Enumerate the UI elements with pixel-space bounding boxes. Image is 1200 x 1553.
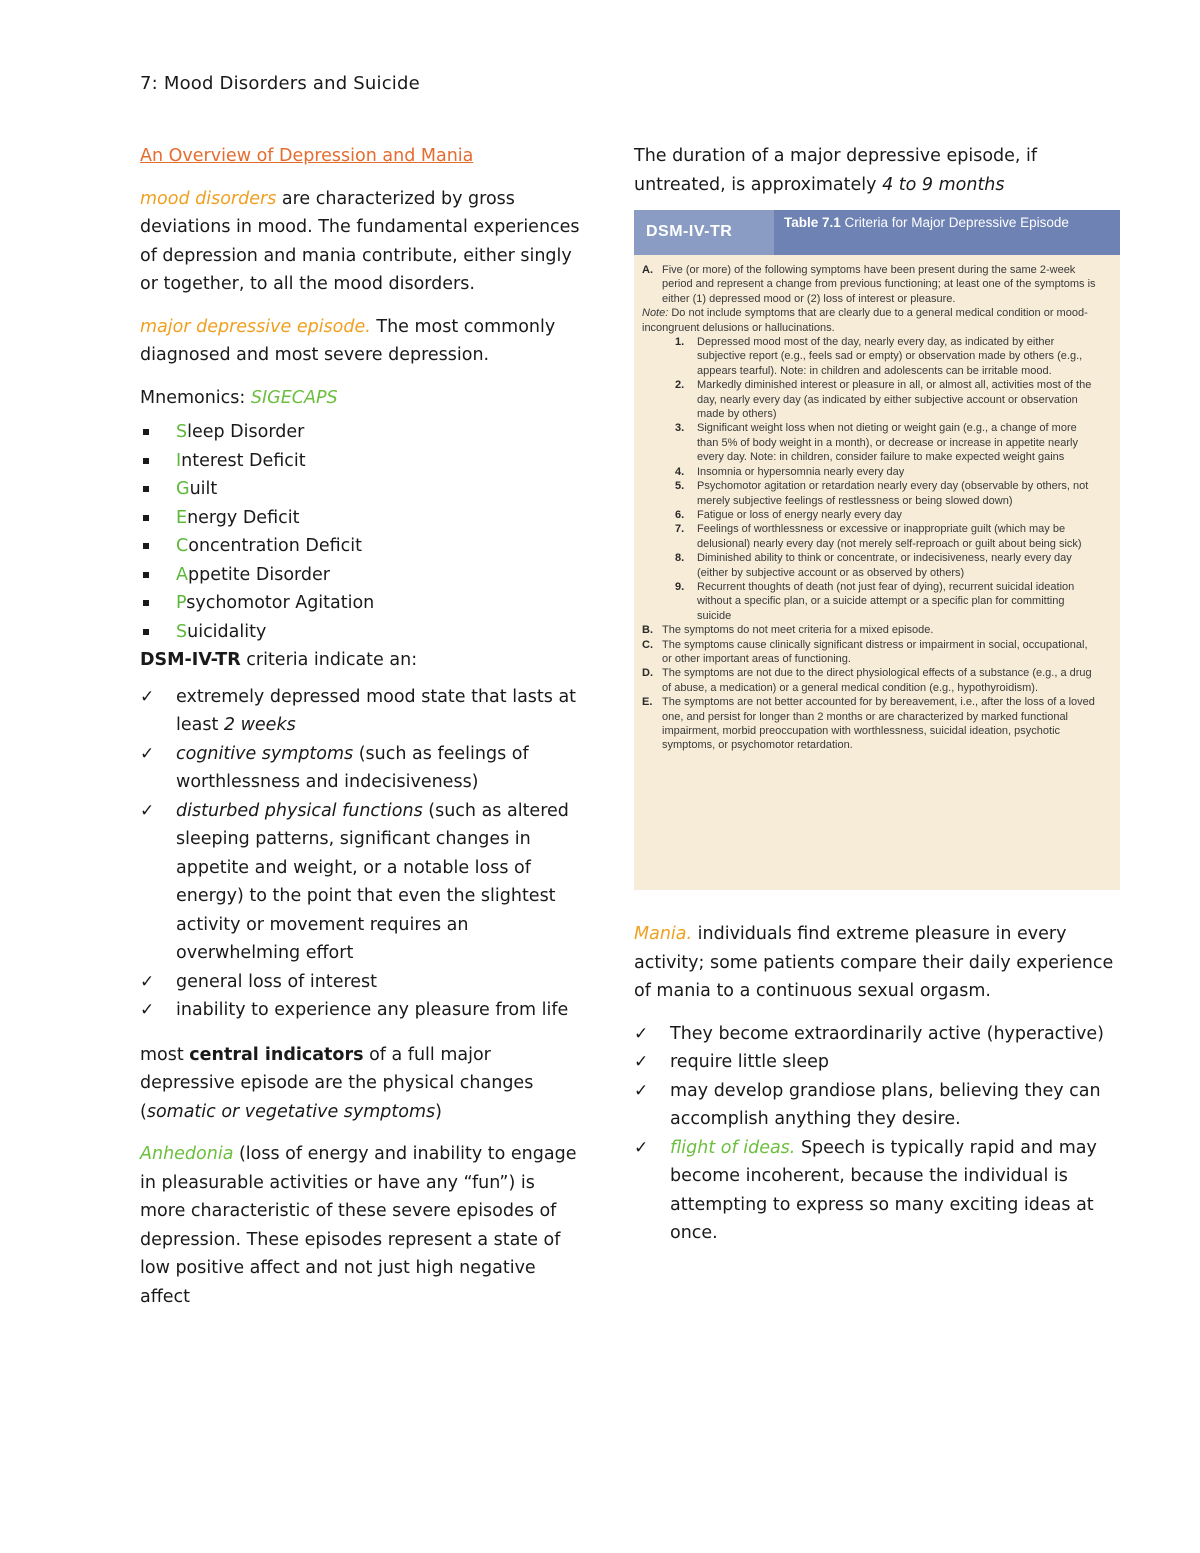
criterion-c (642, 638, 1100, 667)
mnemonic-rest: nterest Deficit (181, 450, 306, 471)
mnemonics-label: Mnemonics: (140, 387, 251, 408)
criterion-item (642, 508, 1100, 522)
criterion-text: The symptoms do not meet criteria for a mixed episode. (662, 624, 934, 637)
list-item (140, 996, 580, 1025)
list-item (140, 968, 580, 997)
criterion-item (642, 551, 1100, 580)
list-item (140, 475, 580, 504)
central-indicators-paragraph (140, 1041, 580, 1127)
dsm-table-body (634, 255, 1120, 753)
list-item (140, 532, 580, 561)
anhedonia-text: (loss of energy and inability to engage in pleasurable activities or have any “fun”) is more characteristic of these severe episodes of depression. These episodes represent a state of low positive affect and not just high negative affect (140, 1144, 577, 1307)
note-label: Note: (642, 307, 669, 320)
mnemonic-rest: nergy Deficit (187, 507, 300, 528)
mnemonics-line (140, 384, 580, 413)
list-item (140, 561, 580, 590)
criterion-letter: C. (642, 638, 653, 651)
check-icon: ✓ (140, 800, 155, 821)
central-text: most (140, 1044, 190, 1065)
dsm-bold: DSM-IV-TR (140, 650, 241, 670)
check-icon: ✓ (140, 971, 155, 992)
item-number: 5. (675, 480, 685, 493)
page-header: 7: Mood Disorders and Suicide (140, 73, 420, 94)
item-number: 7. (675, 523, 685, 536)
mnemonic-initial: A (176, 564, 188, 585)
major-depressive-text: The most commonly diagnosed and most severe depression. (140, 316, 556, 365)
criterion-b (642, 623, 1100, 637)
list-item (634, 1020, 1114, 1049)
list-item (140, 740, 580, 797)
duration-italic: 4 to 9 months (882, 174, 1005, 195)
criterion-item (642, 522, 1100, 551)
term-flight-of-ideas: flight of ideas. (670, 1137, 796, 1158)
anhedonia-paragraph (140, 1140, 580, 1311)
mnemonic-rest: uilt (189, 479, 218, 499)
mnemonic-initial: S (176, 621, 188, 642)
list-item (140, 683, 580, 740)
list-item (140, 504, 580, 533)
check-icon: ✓ (140, 743, 155, 764)
item-text: Feelings of worthlessness or excessive or inappropriate guilt (which may be delusional) nearly every day (not merely self-reproach or guilt about being sick) (697, 523, 1082, 550)
criteria-text: extremely depressed mood state that lasts at least (176, 686, 577, 735)
dsm-table-title (774, 210, 1120, 255)
item-number: 1. (675, 336, 685, 349)
dsm-table-figure (634, 210, 1120, 890)
criterion-item (642, 580, 1100, 623)
check-icon: ✓ (634, 1080, 649, 1101)
mnemonic-rest: leep Disorder (187, 422, 305, 442)
mnemonic-initial: P (176, 593, 187, 613)
item-text: Insomnia or hypersomnia nearly every day (697, 465, 905, 478)
check-icon: ✓ (634, 1023, 649, 1044)
list-item (140, 418, 580, 447)
table-title-text: Criteria for Major Depressive Episode (840, 215, 1069, 230)
left-column (140, 142, 580, 1311)
mnemonic-rest: oncentration Deficit (188, 536, 362, 556)
mnemonic-initial: S (176, 422, 188, 442)
mnemonic-rest: uicidality (187, 621, 267, 642)
criteria-text: general loss of interest (176, 971, 378, 992)
mania-item-text: They become extraordinarily active (hyperactive) (670, 1023, 1104, 1044)
list-item (140, 797, 580, 968)
criterion-e (642, 695, 1100, 753)
criterion-a (642, 263, 1100, 306)
criterion-letter: A. (642, 264, 653, 276)
item-text: Psychomotor agitation or retardation nearly every day (observable by others, not merely subjective feelings of restlessness or being slowed down) (697, 480, 1089, 507)
mnemonic-initial: C (176, 536, 189, 556)
item-text: Recurrent thoughts of death (not just fear of dying), recurrent suicidal ideation without a specific plan, or a suicide attempt or a specific plan for committing suicide (697, 580, 1075, 622)
mania-item-text: require little sleep (670, 1052, 830, 1072)
mania-list (634, 1020, 1114, 1248)
criterion-text: The symptoms are not better accounted for by bereavement, i.e., after the loss of a loved one, and persist for longer than 2 months or are characterized by marked functional impairment, morbid preoccupation with worthlessness, suicidal ideation, psychotic symptoms, or psychomotor retardation. (662, 696, 1095, 752)
term-anhedonia: Anhedonia (140, 1144, 234, 1164)
criterion-item (642, 421, 1100, 464)
mania-text: individuals find extreme pleasure in every activity; some patients compare their daily experience of mania to a continuous sexual orgasm. (634, 924, 1114, 1001)
item-text: Diminished ability to think or concentrate, or indecisiveness, nearly every day (either by subjective account or as observed by others) (697, 552, 1072, 579)
criterion-item (642, 378, 1100, 421)
section-heading: An Overview of Depression and Mania (140, 146, 474, 166)
criterion-letter: B. (642, 624, 653, 637)
check-icon: ✓ (634, 1137, 649, 1158)
criterion-item (642, 479, 1100, 508)
criterion-text: Five (or more) of the following symptoms have been present during the same 2-week period and represent a change from previous functioning; at least one of the symptoms is either (1) depressed mood or (2) loss of interest or pleasure. (662, 264, 1096, 305)
item-number: 2. (675, 379, 685, 392)
criterion-d (642, 666, 1100, 695)
criteria-text: (such as feelings of worthlessness and indecisiveness) (176, 743, 529, 792)
item-number: 6. (675, 508, 685, 521)
item-text: Fatigue or loss of energy nearly every day (697, 508, 902, 521)
list-item (634, 1048, 1114, 1077)
criterion-note (642, 306, 1100, 335)
term-mania: Mania. (634, 924, 693, 944)
central-text: ) (435, 1101, 442, 1122)
central-italic: somatic or vegetative symptoms (146, 1101, 436, 1122)
criteria-italic: disturbed physical functions (176, 800, 423, 821)
duration-paragraph (634, 142, 1114, 199)
note-text: Do not include symptoms that are clearly due to a general medical condition or mood-incongruent delusions or hallucinations. (642, 307, 1088, 334)
mnemonic-rest: sychomotor Agitation (186, 593, 375, 613)
major-depressive-paragraph (140, 313, 580, 370)
item-text: Depressed mood most of the day, nearly every day, as indicated by either subjective report (e.g., feels sad or empty) or observation made by others (e.g., appears tearful). Note: in children and adolescents can be irritable mood. (697, 336, 1083, 377)
item-number: 8. (675, 552, 685, 565)
criterion-text: The symptoms are not due to the direct physiological effects of a substance (e.g., a drug of abuse, a medication) or a general medical condition (e.g., hypothyroidism). (662, 667, 1092, 694)
item-number: 4. (675, 465, 685, 478)
item-number: 9. (675, 580, 685, 593)
criterion-text: The symptoms cause clinically significant distress or impairment in social, occupational, or other important areas of functioning. (662, 638, 1088, 665)
criteria-text: inability to experience any pleasure from life (176, 1000, 569, 1020)
item-text: Significant weight loss when not dieting or weight gain (e.g., a change of more than 5% of body weight in a month), or decrease or increase in appetite nearly every day. Note: in children, consider failure to make expected weight gains (697, 422, 1078, 464)
check-icon: ✓ (140, 1000, 155, 1020)
mnemonic-sigecaps: SIGECAPS (250, 387, 338, 408)
term-major-depressive-episode: major depressive episode. (140, 316, 371, 337)
criterion-item (642, 465, 1100, 479)
right-column (634, 142, 1114, 1248)
central-bold: central indicators (189, 1044, 364, 1065)
flight-text: Speech is typically rapid and may become incoherent, because the individual is attempting to express so many exciting ideas at once. (670, 1137, 1097, 1243)
dsm-intro-text: criteria indicate an: (240, 650, 418, 670)
criteria-text: (such as altered sleeping patterns, significant changes in appetite and weight, or a notable loss of energy) to the point that even the slightest activity or movement requires an overwhelming effort (176, 800, 569, 963)
dsm-badge: DSM-IV-TR (634, 210, 774, 255)
dsm-table-header (634, 210, 1120, 255)
list-item (634, 1134, 1114, 1248)
criterion-letter: D. (642, 667, 653, 680)
mnemonic-rest: ppetite Disorder (187, 564, 331, 585)
dsm-criteria-intro (140, 646, 580, 675)
criteria-list (140, 683, 580, 1025)
item-number: 3. (675, 422, 685, 435)
term-mood-disorders: mood disorders (140, 188, 277, 209)
central-text: of a full major depressive episode are the physical changes ( (140, 1044, 534, 1122)
mnemonic-list (140, 418, 580, 646)
mania-item-text: may develop grandiose plans, believing they can accomplish anything they desire. (670, 1080, 1101, 1129)
mood-disorders-text: are characterized by gross deviations in mood. The fundamental experiences of depression and mania contribute, either singly or together, to all the mood disorders. (140, 188, 580, 294)
item-text: Markedly diminished interest or pleasure in all, or almost all, activities most of the day, nearly every day (as indicated by either subjective account or observation made by others) (697, 379, 1092, 421)
criterion-letter: E. (642, 696, 653, 709)
list-item (140, 447, 580, 476)
mnemonic-initial: G (176, 479, 190, 499)
check-icon: ✓ (634, 1052, 649, 1072)
mood-disorders-paragraph (140, 185, 580, 299)
table-number: Table 7.1 (784, 215, 841, 230)
mania-paragraph (634, 920, 1114, 1006)
criteria-italic: 2 weeks (223, 715, 296, 735)
duration-text: The duration of a major depressive episode, if untreated, is approximately (634, 146, 1038, 195)
list-item (634, 1077, 1114, 1134)
criterion-item (642, 335, 1100, 378)
list-item (140, 618, 580, 647)
list-item (140, 589, 580, 618)
mnemonic-initial: E (176, 507, 188, 528)
criteria-italic: cognitive symptoms (176, 743, 354, 764)
mnemonic-initial: I (176, 450, 182, 471)
check-icon: ✓ (140, 686, 155, 707)
